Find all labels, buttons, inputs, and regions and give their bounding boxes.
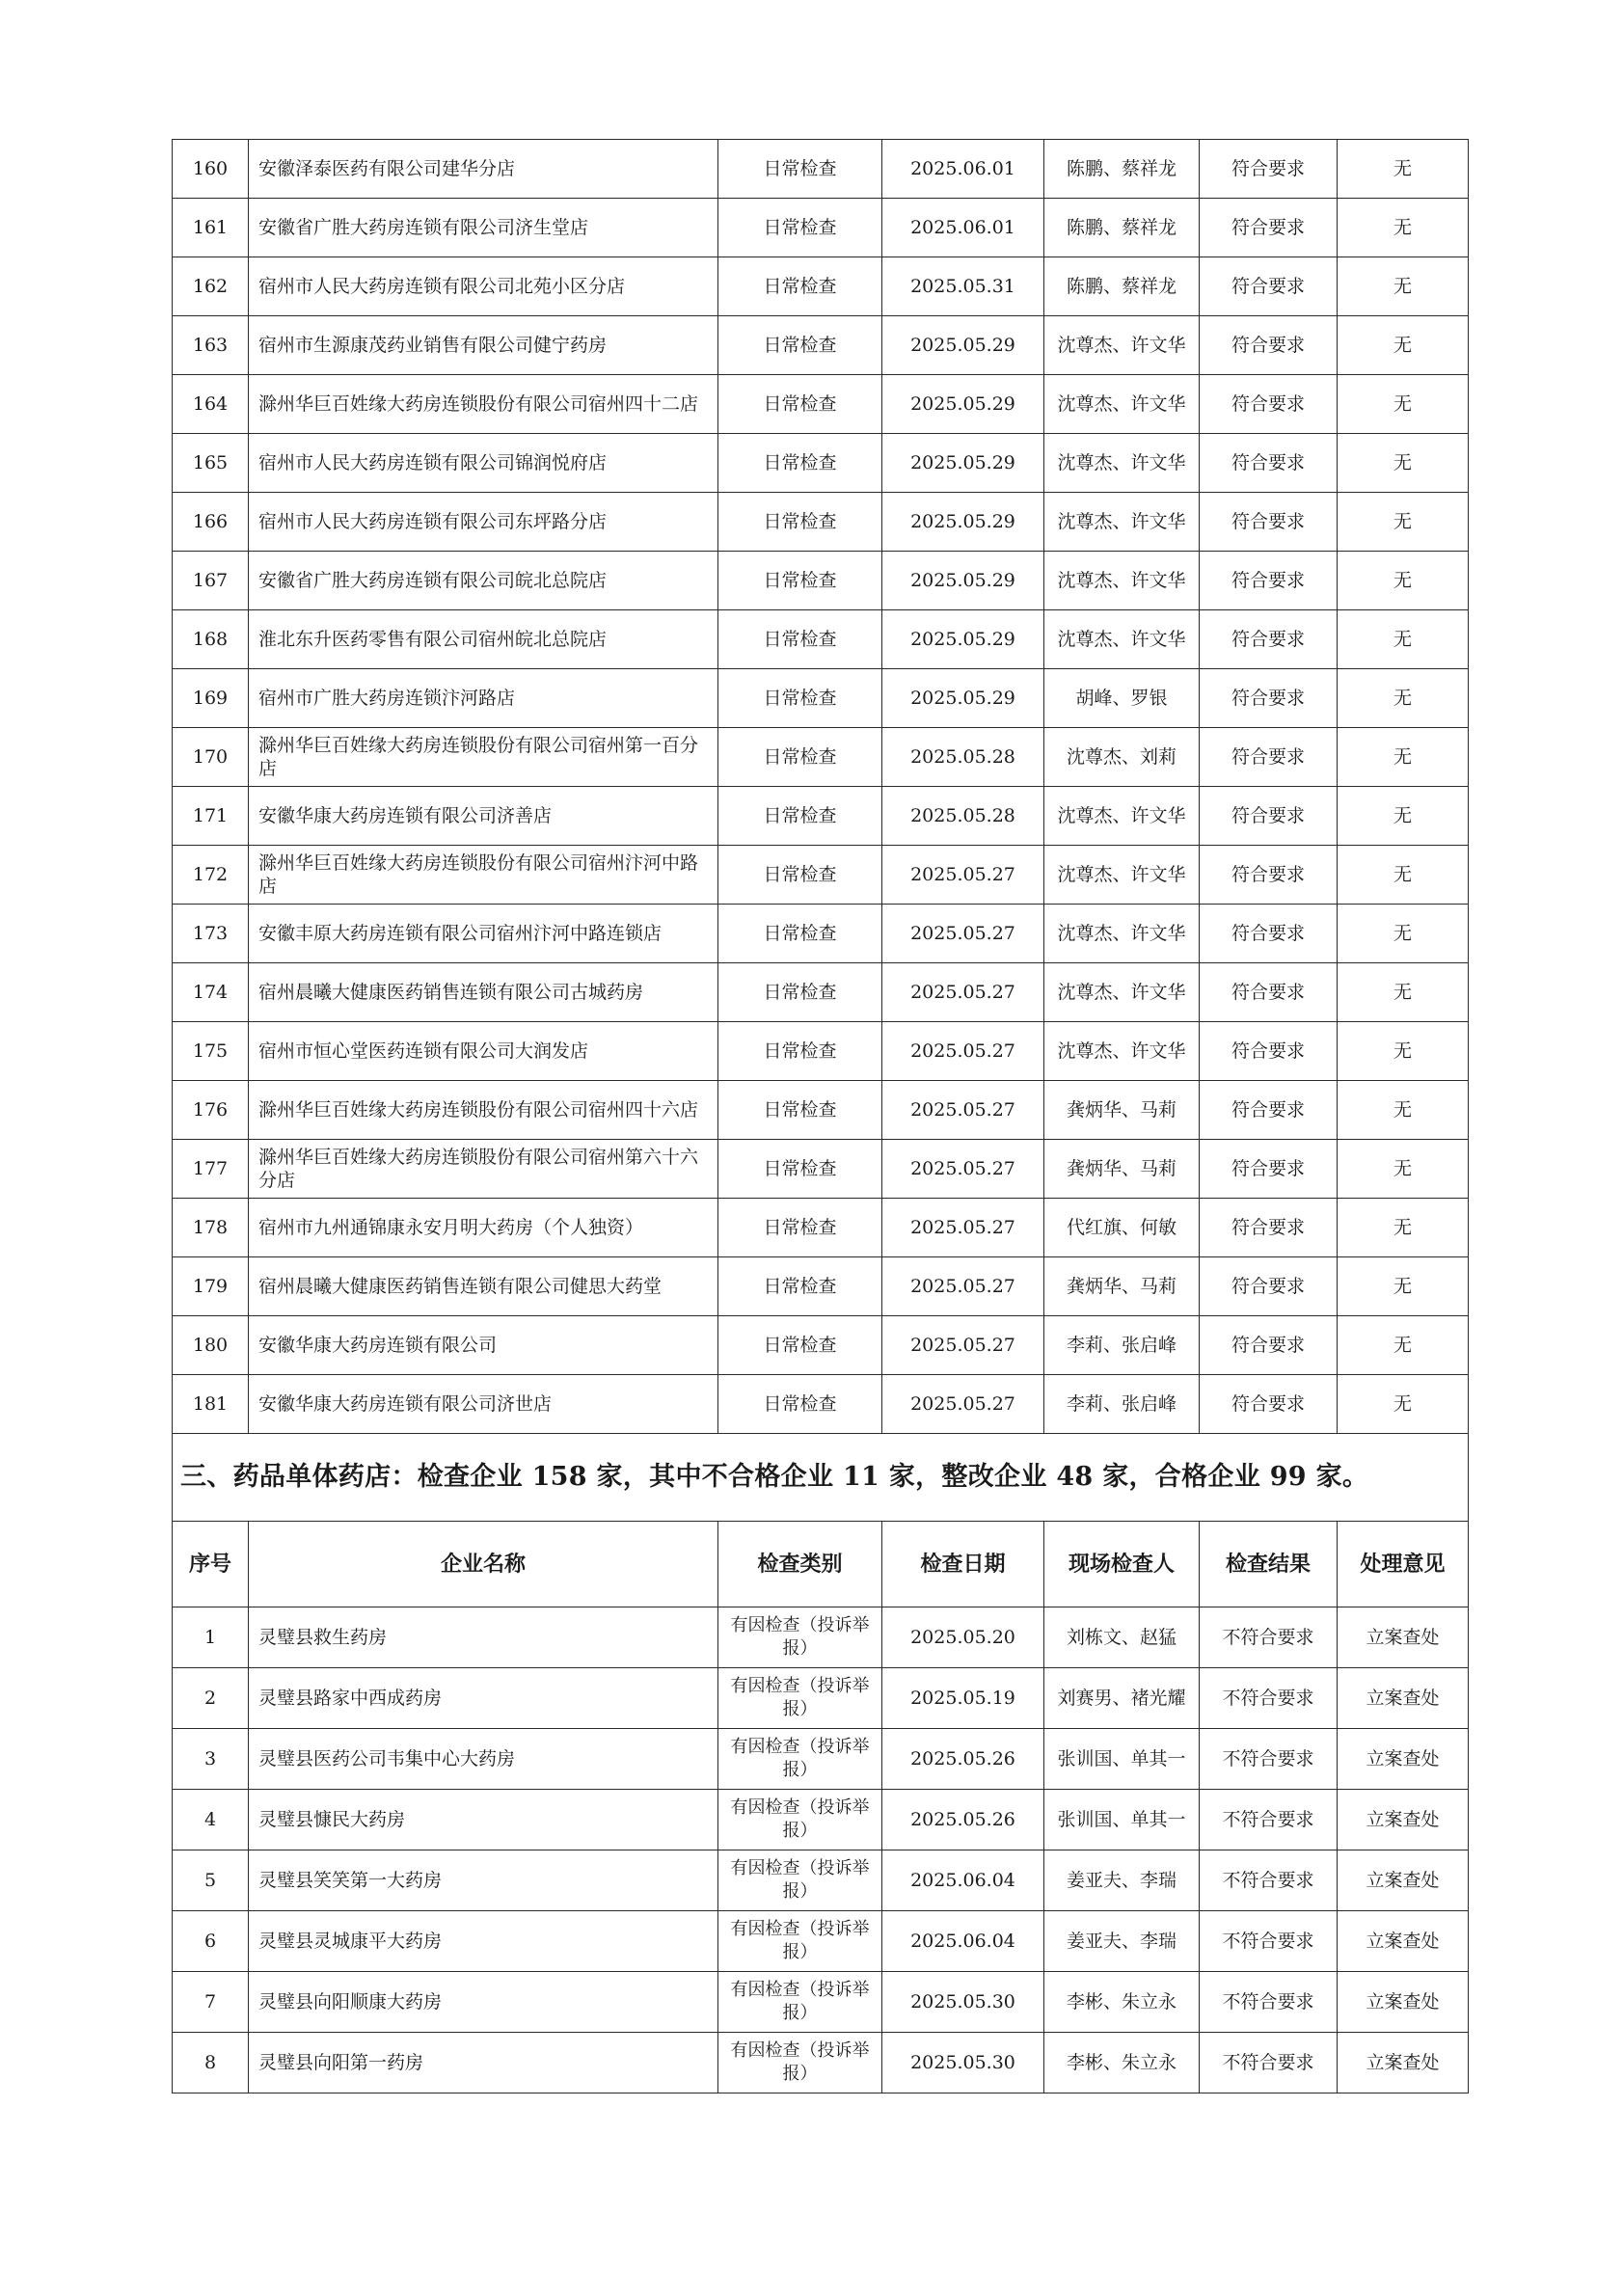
cell-type: 日常检查 [718, 669, 882, 728]
cell-no: 176 [173, 1081, 249, 1140]
cell-inspectors: 沈尊杰、许文华 [1044, 787, 1200, 846]
cell-opinion: 无 [1338, 1081, 1469, 1140]
cell-opinion: 无 [1338, 787, 1469, 846]
cell-type: 有因检查（投诉举报） [718, 2033, 882, 2093]
cell-no: 161 [173, 199, 249, 257]
cell-date: 2025.05.27 [882, 1375, 1044, 1434]
cell-name: 宿州市人民大药房连锁有限公司北苑小区分店 [249, 257, 718, 316]
cell-name: 灵璧县医药公司韦集中心大药房 [249, 1729, 718, 1790]
cell-opinion: 无 [1338, 552, 1469, 610]
cell-result: 符合要求 [1200, 963, 1338, 1022]
cell-no: 174 [173, 963, 249, 1022]
cell-type: 有因检查（投诉举报） [718, 1911, 882, 1972]
table-row [173, 846, 1469, 905]
header-name: 企业名称 [249, 1522, 718, 1607]
cell-type: 日常检查 [718, 199, 882, 257]
cell-type: 日常检查 [718, 493, 882, 552]
cell-type: 有因检查（投诉举报） [718, 1668, 882, 1729]
cell-type: 日常检查 [718, 610, 882, 669]
cell-type: 日常检查 [718, 1022, 882, 1081]
table-row [173, 787, 1469, 846]
cell-result: 不符合要求 [1200, 1911, 1338, 1972]
cell-date: 2025.05.27 [882, 963, 1044, 1022]
header-result: 检查结果 [1200, 1522, 1338, 1607]
cell-inspectors: 陈鹏、蔡祥龙 [1044, 140, 1200, 199]
cell-no: 2 [173, 1668, 249, 1729]
cell-name: 灵璧县救生药房 [249, 1607, 718, 1668]
cell-opinion: 立案查处 [1338, 1790, 1469, 1850]
cell-inspectors: 胡峰、罗银 [1044, 669, 1200, 728]
cell-date: 2025.06.04 [882, 1850, 1044, 1911]
cell-inspectors: 沈尊杰、许文华 [1044, 375, 1200, 434]
cell-name: 安徽省广胜大药房连锁有限公司济生堂店 [249, 199, 718, 257]
cell-result: 符合要求 [1200, 199, 1338, 257]
cell-opinion: 无 [1338, 846, 1469, 905]
cell-opinion: 无 [1338, 434, 1469, 493]
section-three-heading: 三、药品单体药店：检查企业 158 家，其中不合格企业 11 家，整改企业 48 家，合格企业 99 家。 [173, 1434, 1469, 1522]
cell-name: 灵璧县向阳顺康大药房 [249, 1972, 718, 2033]
cell-result: 符合要求 [1200, 1375, 1338, 1434]
cell-opinion: 无 [1338, 140, 1469, 199]
cell-no: 160 [173, 140, 249, 199]
table-row [173, 375, 1469, 434]
table-row [173, 1607, 1469, 1668]
cell-opinion: 立案查处 [1338, 1729, 1469, 1790]
cell-inspectors: 张训国、单其一 [1044, 1729, 1200, 1790]
cell-type: 日常检查 [718, 728, 882, 787]
cell-name: 滁州华巨百姓缘大药房连锁股份有限公司宿州四十六店 [249, 1081, 718, 1140]
cell-inspectors: 李莉、张启峰 [1044, 1375, 1200, 1434]
cell-inspectors: 沈尊杰、许文华 [1044, 316, 1200, 375]
cell-date: 2025.05.29 [882, 669, 1044, 728]
cell-opinion: 立案查处 [1338, 1668, 1469, 1729]
cell-inspectors: 沈尊杰、许文华 [1044, 905, 1200, 963]
cell-name: 宿州市人民大药房连锁有限公司东坪路分店 [249, 493, 718, 552]
cell-name: 滁州华巨百姓缘大药房连锁股份有限公司宿州第六十六分店 [249, 1140, 718, 1199]
cell-name: 宿州晨曦大健康医药销售连锁有限公司古城药房 [249, 963, 718, 1022]
header-no: 序号 [173, 1522, 249, 1607]
table-row [173, 434, 1469, 493]
cell-inspectors: 李彬、朱立永 [1044, 1972, 1200, 2033]
cell-type: 日常检查 [718, 963, 882, 1022]
cell-inspectors: 姜亚夫、李瑞 [1044, 1911, 1200, 1972]
cell-date: 2025.05.27 [882, 905, 1044, 963]
cell-date: 2025.05.29 [882, 375, 1044, 434]
cell-date: 2025.05.30 [882, 2033, 1044, 2093]
cell-inspectors: 刘赛男、褚光耀 [1044, 1668, 1200, 1729]
cell-opinion: 无 [1338, 963, 1469, 1022]
cell-name: 滁州华巨百姓缘大药房连锁股份有限公司宿州四十二店 [249, 375, 718, 434]
cell-result: 符合要求 [1200, 552, 1338, 610]
cell-result: 符合要求 [1200, 610, 1338, 669]
cell-inspectors: 沈尊杰、许文华 [1044, 610, 1200, 669]
cell-type: 有因检查（投诉举报） [718, 1607, 882, 1668]
cell-opinion: 无 [1338, 610, 1469, 669]
cell-inspectors: 陈鹏、蔡祥龙 [1044, 199, 1200, 257]
cell-type: 日常检查 [718, 1081, 882, 1140]
cell-opinion: 无 [1338, 1140, 1469, 1199]
table-row [173, 1790, 1469, 1850]
cell-name: 安徽华康大药房连锁有限公司济世店 [249, 1375, 718, 1434]
cell-date: 2025.06.01 [882, 199, 1044, 257]
cell-date: 2025.05.29 [882, 552, 1044, 610]
cell-date: 2025.05.28 [882, 787, 1044, 846]
cell-type: 日常检查 [718, 140, 882, 199]
table-row [173, 963, 1469, 1022]
cell-result: 不符合要求 [1200, 1972, 1338, 2033]
cell-no: 3 [173, 1729, 249, 1790]
cell-inspectors: 龚炳华、马莉 [1044, 1257, 1200, 1316]
cell-date: 2025.05.29 [882, 493, 1044, 552]
table-row [173, 2033, 1469, 2093]
cell-inspectors: 沈尊杰、许文华 [1044, 846, 1200, 905]
cell-date: 2025.05.28 [882, 728, 1044, 787]
cell-inspectors: 张训国、单其一 [1044, 1790, 1200, 1850]
cell-result: 符合要求 [1200, 1257, 1338, 1316]
cell-result: 符合要求 [1200, 787, 1338, 846]
cell-no: 1 [173, 1607, 249, 1668]
cell-name: 宿州市九州通锦康永安月明大药房（个人独资） [249, 1199, 718, 1257]
cell-opinion: 无 [1338, 1375, 1469, 1434]
cell-name: 灵璧县向阳第一药房 [249, 2033, 718, 2093]
table-row [173, 1972, 1469, 2033]
cell-name: 安徽丰原大药房连锁有限公司宿州汴河中路连锁店 [249, 905, 718, 963]
cell-opinion: 立案查处 [1338, 1972, 1469, 2033]
cell-inspectors: 沈尊杰、许文华 [1044, 552, 1200, 610]
cell-no: 169 [173, 669, 249, 728]
cell-name: 安徽省广胜大药房连锁有限公司皖北总院店 [249, 552, 718, 610]
cell-name: 灵璧县慷民大药房 [249, 1790, 718, 1850]
table-row [173, 1375, 1469, 1434]
cell-name: 安徽泽泰医药有限公司建华分店 [249, 140, 718, 199]
cell-opinion: 无 [1338, 257, 1469, 316]
cell-no: 163 [173, 316, 249, 375]
inspection-table [172, 139, 1469, 2093]
cell-opinion: 无 [1338, 1257, 1469, 1316]
cell-name: 宿州市广胜大药房连锁汴河路店 [249, 669, 718, 728]
cell-date: 2025.05.26 [882, 1790, 1044, 1850]
cell-type: 日常检查 [718, 434, 882, 493]
cell-result: 不符合要求 [1200, 2033, 1338, 2093]
cell-result: 符合要求 [1200, 1022, 1338, 1081]
cell-inspectors: 代红旗、何敏 [1044, 1199, 1200, 1257]
cell-opinion: 无 [1338, 493, 1469, 552]
cell-result: 符合要求 [1200, 905, 1338, 963]
cell-no: 170 [173, 728, 249, 787]
table-row [173, 1911, 1469, 1972]
cell-name: 安徽华康大药房连锁有限公司 [249, 1316, 718, 1375]
cell-inspectors: 刘栋文、赵猛 [1044, 1607, 1200, 1668]
cell-opinion: 立案查处 [1338, 1911, 1469, 1972]
cell-inspectors: 沈尊杰、刘莉 [1044, 728, 1200, 787]
cell-type: 日常检查 [718, 257, 882, 316]
cell-no: 171 [173, 787, 249, 846]
cell-opinion: 无 [1338, 1316, 1469, 1375]
cell-no: 4 [173, 1790, 249, 1850]
cell-type: 日常检查 [718, 316, 882, 375]
header-opinion: 处理意见 [1338, 1522, 1469, 1607]
cell-date: 2025.05.27 [882, 1022, 1044, 1081]
cell-result: 不符合要求 [1200, 1790, 1338, 1850]
cell-date: 2025.05.20 [882, 1607, 1044, 1668]
cell-name: 宿州市人民大药房连锁有限公司锦润悦府店 [249, 434, 718, 493]
cell-result: 不符合要求 [1200, 1668, 1338, 1729]
table-row [173, 552, 1469, 610]
cell-type: 有因检查（投诉举报） [718, 1790, 882, 1850]
cell-opinion: 无 [1338, 316, 1469, 375]
cell-result: 符合要求 [1200, 1140, 1338, 1199]
cell-no: 173 [173, 905, 249, 963]
cell-date: 2025.05.29 [882, 434, 1044, 493]
table-row [173, 905, 1469, 963]
cell-type: 日常检查 [718, 1375, 882, 1434]
cell-opinion: 无 [1338, 199, 1469, 257]
cell-no: 180 [173, 1316, 249, 1375]
cell-inspectors: 沈尊杰、许文华 [1044, 434, 1200, 493]
cell-inspectors: 陈鹏、蔡祥龙 [1044, 257, 1200, 316]
table-row [173, 493, 1469, 552]
cell-inspectors: 沈尊杰、许文华 [1044, 963, 1200, 1022]
cell-name: 宿州市恒心堂医药连锁有限公司大润发店 [249, 1022, 718, 1081]
cell-date: 2025.05.27 [882, 1081, 1044, 1140]
cell-date: 2025.05.26 [882, 1729, 1044, 1790]
table-row [173, 1729, 1469, 1790]
cell-no: 164 [173, 375, 249, 434]
cell-date: 2025.06.01 [882, 140, 1044, 199]
cell-name: 滁州华巨百姓缘大药房连锁股份有限公司宿州第一百分店 [249, 728, 718, 787]
section-three-row [173, 1434, 1469, 1522]
cell-name: 滁州华巨百姓缘大药房连锁股份有限公司宿州汴河中路店 [249, 846, 718, 905]
cell-opinion: 立案查处 [1338, 1607, 1469, 1668]
table-row [173, 140, 1469, 199]
inspection-table-body [173, 140, 1469, 2093]
table-header-row [173, 1522, 1469, 1607]
cell-result: 符合要求 [1200, 316, 1338, 375]
table-row [173, 1257, 1469, 1316]
cell-inspectors: 李彬、朱立永 [1044, 2033, 1200, 2093]
table-row [173, 669, 1469, 728]
table-row [173, 1022, 1469, 1081]
cell-result: 符合要求 [1200, 1081, 1338, 1140]
cell-result: 不符合要求 [1200, 1607, 1338, 1668]
cell-date: 2025.05.27 [882, 846, 1044, 905]
cell-date: 2025.05.31 [882, 257, 1044, 316]
cell-result: 符合要求 [1200, 728, 1338, 787]
cell-type: 日常检查 [718, 905, 882, 963]
cell-result: 符合要求 [1200, 434, 1338, 493]
cell-type: 日常检查 [718, 846, 882, 905]
cell-inspectors: 龚炳华、马莉 [1044, 1140, 1200, 1199]
cell-opinion: 无 [1338, 375, 1469, 434]
cell-result: 不符合要求 [1200, 1729, 1338, 1790]
cell-date: 2025.05.27 [882, 1140, 1044, 1199]
cell-no: 177 [173, 1140, 249, 1199]
cell-no: 7 [173, 1972, 249, 2033]
cell-no: 166 [173, 493, 249, 552]
cell-no: 179 [173, 1257, 249, 1316]
cell-type: 日常检查 [718, 375, 882, 434]
cell-date: 2025.05.27 [882, 1257, 1044, 1316]
cell-no: 172 [173, 846, 249, 905]
cell-type: 日常检查 [718, 1257, 882, 1316]
cell-name: 灵璧县笑笑第一大药房 [249, 1850, 718, 1911]
cell-result: 符合要求 [1200, 1199, 1338, 1257]
header-date: 检查日期 [882, 1522, 1044, 1607]
cell-type: 有因检查（投诉举报） [718, 1972, 882, 2033]
cell-opinion: 无 [1338, 1022, 1469, 1081]
table-row [173, 199, 1469, 257]
table-row [173, 316, 1469, 375]
cell-result: 符合要求 [1200, 140, 1338, 199]
header-inspectors: 现场检查人 [1044, 1522, 1200, 1607]
cell-result: 符合要求 [1200, 375, 1338, 434]
cell-type: 日常检查 [718, 787, 882, 846]
cell-opinion: 无 [1338, 728, 1469, 787]
cell-no: 175 [173, 1022, 249, 1081]
table-row [173, 257, 1469, 316]
cell-type: 有因检查（投诉举报） [718, 1850, 882, 1911]
cell-opinion: 无 [1338, 1199, 1469, 1257]
cell-name: 灵璧县路家中西成药房 [249, 1668, 718, 1729]
cell-date: 2025.05.19 [882, 1668, 1044, 1729]
cell-result: 符合要求 [1200, 1316, 1338, 1375]
cell-no: 167 [173, 552, 249, 610]
cell-date: 2025.05.27 [882, 1199, 1044, 1257]
cell-inspectors: 沈尊杰、许文华 [1044, 493, 1200, 552]
table-row [173, 1140, 1469, 1199]
cell-type: 有因检查（投诉举报） [718, 1729, 882, 1790]
table-row [173, 1199, 1469, 1257]
cell-result: 符合要求 [1200, 669, 1338, 728]
cell-no: 162 [173, 257, 249, 316]
cell-opinion: 立案查处 [1338, 2033, 1469, 2093]
cell-date: 2025.05.30 [882, 1972, 1044, 2033]
cell-inspectors: 姜亚夫、李瑞 [1044, 1850, 1200, 1911]
cell-no: 165 [173, 434, 249, 493]
cell-name: 安徽华康大药房连锁有限公司济善店 [249, 787, 718, 846]
table-row [173, 728, 1469, 787]
header-type: 检查类别 [718, 1522, 882, 1607]
cell-date: 2025.06.04 [882, 1911, 1044, 1972]
table-row [173, 1316, 1469, 1375]
table-row [173, 1668, 1469, 1729]
cell-inspectors: 李莉、张启峰 [1044, 1316, 1200, 1375]
cell-type: 日常检查 [718, 1140, 882, 1199]
cell-no: 181 [173, 1375, 249, 1434]
table-row [173, 1081, 1469, 1140]
cell-result: 符合要求 [1200, 257, 1338, 316]
cell-opinion: 无 [1338, 905, 1469, 963]
cell-date: 2025.05.27 [882, 1316, 1044, 1375]
cell-no: 6 [173, 1911, 249, 1972]
cell-result: 不符合要求 [1200, 1850, 1338, 1911]
cell-no: 168 [173, 610, 249, 669]
cell-date: 2025.05.29 [882, 610, 1044, 669]
cell-result: 符合要求 [1200, 493, 1338, 552]
cell-name: 淮北东升医药零售有限公司宿州皖北总院店 [249, 610, 718, 669]
cell-type: 日常检查 [718, 552, 882, 610]
cell-opinion: 无 [1338, 669, 1469, 728]
cell-date: 2025.05.29 [882, 316, 1044, 375]
cell-opinion: 立案查处 [1338, 1850, 1469, 1911]
cell-name: 宿州晨曦大健康医药销售连锁有限公司健思大药堂 [249, 1257, 718, 1316]
cell-no: 5 [173, 1850, 249, 1911]
cell-result: 符合要求 [1200, 846, 1338, 905]
cell-inspectors: 沈尊杰、许文华 [1044, 1022, 1200, 1081]
cell-no: 178 [173, 1199, 249, 1257]
cell-name: 灵璧县灵城康平大药房 [249, 1911, 718, 1972]
cell-name: 宿州市生源康茂药业销售有限公司健宁药房 [249, 316, 718, 375]
cell-inspectors: 龚炳华、马莉 [1044, 1081, 1200, 1140]
cell-type: 日常检查 [718, 1199, 882, 1257]
table-row [173, 1850, 1469, 1911]
table-row [173, 610, 1469, 669]
cell-type: 日常检查 [718, 1316, 882, 1375]
cell-no: 8 [173, 2033, 249, 2093]
